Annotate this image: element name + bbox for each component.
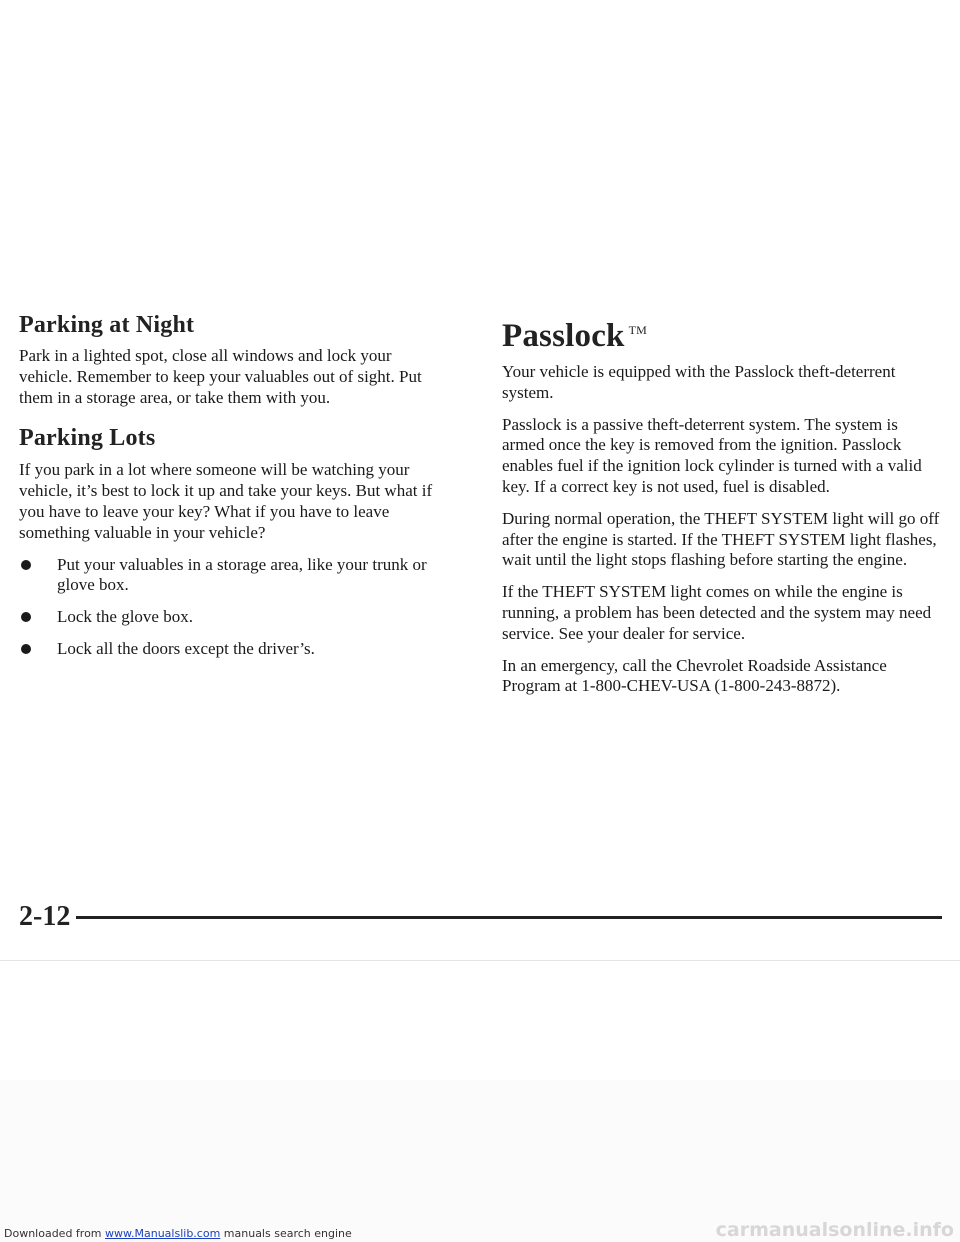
bullet-text: Lock the glove box. [57,607,193,627]
paragraph-theft-light-running: If the THEFT SYSTEM light comes on while the engine is running, a problem has been detected and the system may need service. See your dealer for service. [502,582,932,643]
footer-divider [76,916,942,919]
bullet-text: Put your valuables in a storage area, like your trunk or glove box. [57,554,427,595]
bullet-item [19,555,449,597]
bullet-item [19,607,449,628]
bullet-dot-icon [21,612,31,622]
bullet-item [19,639,449,660]
bullet-dot-icon [21,644,31,654]
download-prefix: Downloaded from [4,1227,106,1240]
paragraph-theft-light-normal: During normal operation, the THEFT SYSTEM light will go off after the engine is started. If the THEFT SYSTEM light flashes, wait until the light stops flashing before starting the engine. [502,508,940,570]
bottom-margin [0,1080,960,1242]
right-column [502,310,942,708]
paragraph-parking-at-night: Park in a lighted spot, close all windows and lock your vehicle. Remember to keep your valuables out of sight. Put them in a storage area, or take them with you. [19,346,422,407]
download-suffix: manuals search engine [220,1227,352,1240]
paragraph-roadside-assistance: In an emergency, call the Chevrolet Roadside Assistance Program at 1-800-CHEV-USA (1-800-243-8872). [502,655,887,696]
passlock-title: Passlock [502,318,625,354]
tips-bullet-list [19,555,449,660]
download-attribution [4,1227,352,1240]
manualslib-link[interactable]: www.Manualslib.com [105,1227,221,1240]
left-column [19,310,449,671]
section-heading-passlock [502,310,942,356]
page-number: 2-12 [19,901,71,932]
paragraph-passlock-intro: Your vehicle is equipped with the Passlock theft-deterrent system. [502,362,896,402]
paragraph-parking-lots: If you park in a lot where someone will be watching your vehicle, it’s best to lock it up and take your keys. But what if you have to leave your key? What if you have to leave something valuable in your vehicle? [19,460,433,542]
trademark-mark: TM [628,323,648,337]
paragraph-passlock-passive: Passlock is a passive theft-deterrent system. The system is armed once the key is removed from the ignition. Passlock enables fuel if the ignition lock cylinder is turned with a valid key. If a correct key is not used, fuel is disabled. [502,414,922,496]
site-watermark: carmanualsonline.info [715,1219,954,1241]
section-heading-parking-at-night: Parking at Night [19,312,195,338]
scan-divider [0,960,960,961]
bullet-text: Lock all the doors except the driver’s. [57,638,315,658]
section-heading-parking-lots: Parking Lots [19,425,156,452]
bullet-dot-icon [21,560,31,570]
